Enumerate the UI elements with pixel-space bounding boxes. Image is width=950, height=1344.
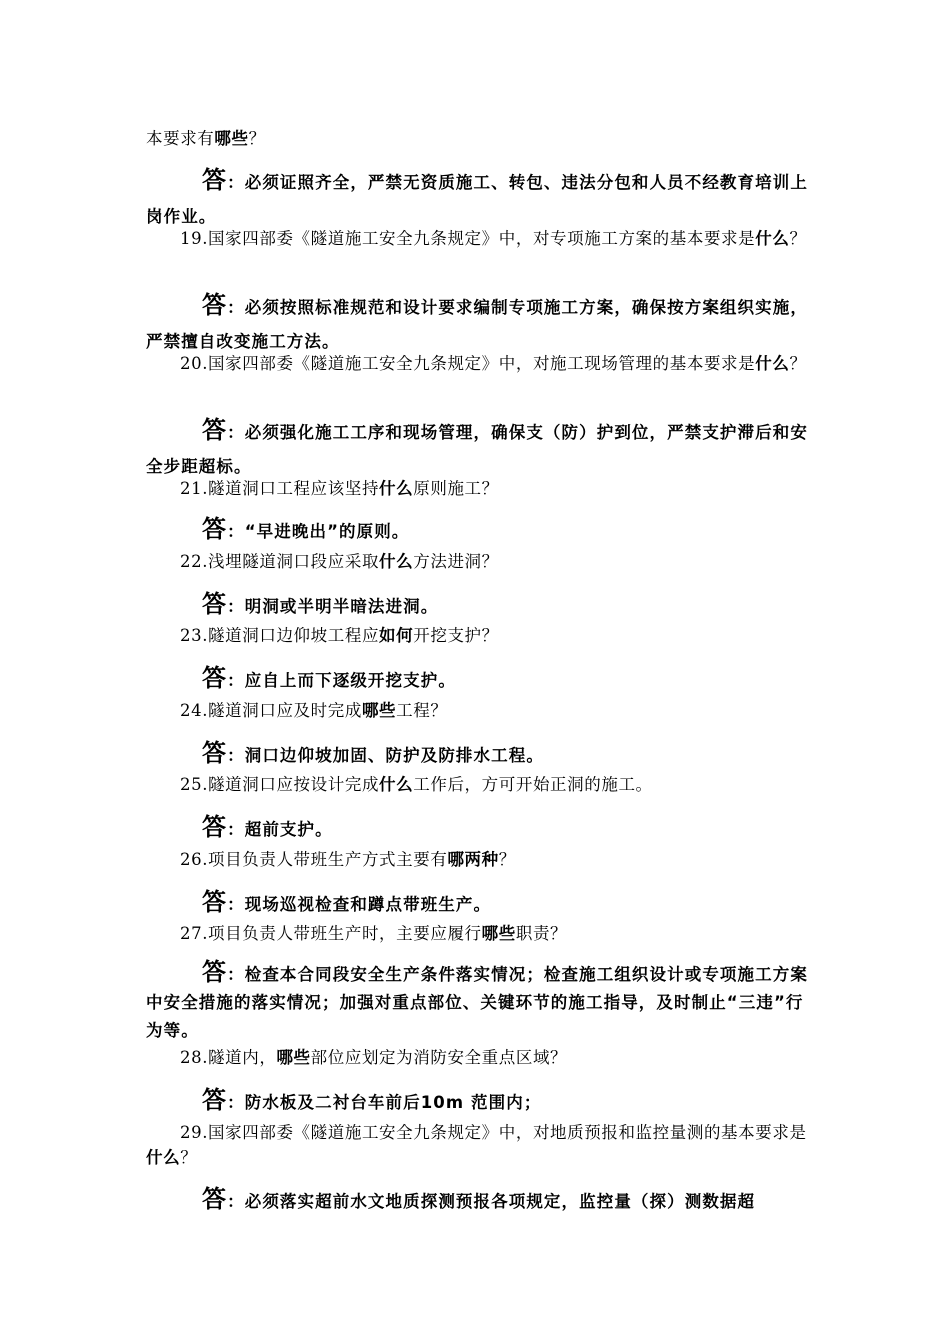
answer-text: 答：“早进晚出”的原则。	[202, 515, 410, 543]
answer-text: 答：超前支护。	[202, 813, 333, 841]
question-text: 23.隧道洞口边仰坡工程应如何开挖支护？	[180, 626, 499, 645]
question-text: 22.浅埋隧道洞口段应采取什么方法进洞？	[180, 552, 499, 571]
answer-text: 答：洞口边仰坡加固、防护及防排水工程。	[202, 739, 544, 767]
question-text: 29.国家四部委《隧道施工安全九条规定》中，对地质预报和监控量测的基本要求是什么？	[146, 1123, 807, 1167]
question-text: 24.隧道洞口应及时完成哪些工程？	[180, 701, 448, 720]
answer-text: 答：防水板及二衬台车前后10m 范围内；	[202, 1086, 542, 1114]
answer-text: 答：检查本合同段安全生产条件落实情况；检查施工组织设计或专项施工方案中安全措施的落实情况；加强对重点部位、关键环节的施工指导，及时制止“三违”行为等。	[146, 958, 808, 1040]
answer-text: 答：必须按照标准规范和设计要求编制专项施工方案，确保按方案组织实施，严禁擅自改变施工方法。	[146, 291, 808, 351]
answer-text: 答：必须落实超前水文地质探测预报各项规定，监控量（探）测数据超	[202, 1185, 756, 1213]
question-text: 本要求有哪些？	[146, 129, 266, 148]
question-text: 28.隧道内，哪些部位应划定为消防安全重点区域？	[180, 1048, 568, 1067]
question-text: 19.国家四部委《隧道施工安全九条规定》中，对专项施工方案的基本要求是什么？	[180, 229, 807, 248]
answer-text: 答：应自上而下逐级开挖支护。	[202, 664, 456, 692]
question-text: 25.隧道洞口应按设计完成什么工作后，方可开始正洞的施工。	[180, 775, 653, 794]
answer-text: 答：明洞或半明半暗法进洞。	[202, 590, 439, 618]
question-text: 20.国家四部委《隧道施工安全九条规定》中，对施工现场管理的基本要求是什么？	[180, 354, 807, 373]
answer-text: 答：必须证照齐全，严禁无资质施工、转包、违法分包和人员不经教育培训上岗作业。	[146, 166, 808, 226]
question-text: 21.隧道洞口工程应该坚持什么原则施工？	[180, 479, 499, 498]
question-text: 27.项目负责人带班生产时，主要应履行哪些职责？	[180, 924, 568, 943]
answer-text: 答：现场巡视检查和蹲点带班生产。	[202, 888, 492, 916]
question-text: 26.项目负责人带班生产方式主要有哪两种？	[180, 850, 516, 869]
answer-text: 答：必须强化施工工序和现场管理，确保支（防）护到位，严禁支护滞后和安全步距超标。	[146, 416, 808, 476]
